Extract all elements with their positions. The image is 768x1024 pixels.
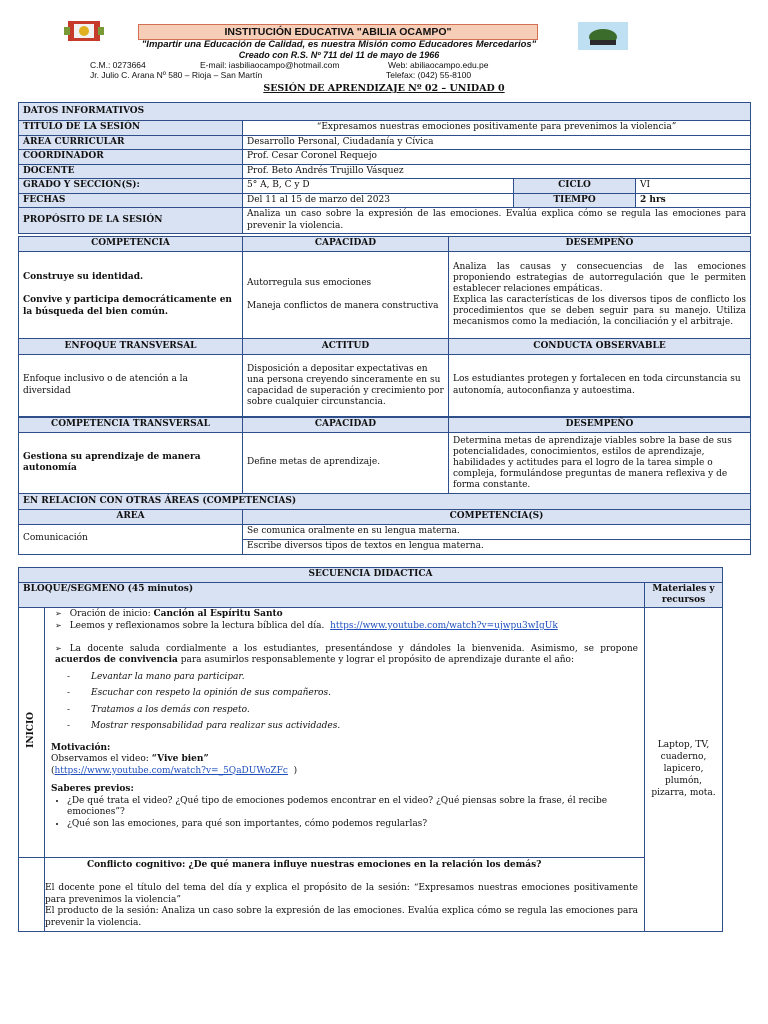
competencias-table — [18, 236, 751, 340]
list-item: • ¿De qué trata el video? ¿Qué tipo de emociones podemos encontrar en el video? ¿Qué piensas sobre la frase, él recibe emociones”? — [67, 796, 638, 819]
preguntas-list — [51, 796, 638, 831]
area-name: Comunicación — [19, 524, 243, 554]
inicio-list — [51, 608, 638, 633]
competencia-item: Escribe diversos tipos de textos en lengua materna. — [243, 539, 751, 554]
list-item: - Tratamos a los demás con respeto. — [73, 705, 638, 717]
field-label: FECHAS — [19, 193, 243, 208]
docente-text: El docente pone el título del tema del día y explica el propósito de la sesión: “Expresamos nuestras emociones positivamente para prevenimos la violencia” — [45, 883, 638, 905]
field-label: DOCENTE — [19, 164, 243, 179]
competencia-2: Convive y participa democráticamente en la búsqueda del bien común. — [23, 295, 232, 317]
acuerdos-list — [51, 672, 638, 733]
field-label: TIEMPO — [514, 193, 636, 208]
field-label: COORDINADOR — [19, 150, 243, 165]
desempeno-1: Analiza las causas y consecuencias de las emociones proponiendo estrategias de autorregulación que le permiten establecer relaciones empáticas. — [453, 262, 746, 294]
video-line: Observamos el video: “Vive bien” — [51, 754, 209, 764]
conflicto-cognitivo: Conflicto cognitivo: ¿De qué manera influye nuestras emociones en la relación los demás? — [87, 859, 542, 870]
column-header: CAPACIDAD — [243, 418, 449, 433]
empty-cell — [19, 857, 45, 932]
materiales-value: Laptop, TV, cuaderno, lapicero, plumón, pizarra, mota. — [645, 607, 723, 932]
motivacion-heading: Motivación: — [51, 742, 111, 753]
field-label: TITULO DE LA SESIÓN — [19, 121, 243, 136]
list-item: ➢ Oración de inicio: Canción al Espíritu Santo — [55, 608, 638, 621]
video-link-line: (https://www.youtube.com/watch?v=_5QaDUWoZFc ) — [51, 765, 298, 776]
coordinator-value: Prof. Cesar Coronel Requejo — [243, 150, 751, 165]
dates-value: Del 11 al 15 de marzo del 2023 — [243, 193, 514, 208]
enfoque-value: Enfoque inclusivo o de atención a la diversidad — [19, 355, 243, 417]
list-item: ➢ Leemos y reflexionamos sobre la lectura bíblica del día. https://www.youtube.com/watch?v=ujwpu3wIgUk — [55, 620, 638, 633]
column-header: COMPETENCIA(S) — [243, 510, 751, 525]
prayer-title: Canción al Espíritu Santo — [153, 608, 283, 619]
institution-name: INSTITUCIÓN EDUCATIVA "ABILIA OCAMPO" — [138, 24, 538, 40]
session-title-value: “Expresamos nuestras emociones positivamente para prevenimos la violencia” — [243, 121, 751, 136]
list-item: ➢ La docente saluda cordialmente a los estudiantes, presentándose y dándoles la bienvenida. Asimismo, se propone acuerdos de convivencia para asumirlos responsablemente y lograr el propósito de aprendizaje durante el año: — [55, 643, 638, 667]
creation-resolution: Creado con R.S. Nº 711 del 11 de mayo de 1966 — [238, 50, 440, 60]
email: E-mail: iasbiliaocampo@hotmail.com — [200, 60, 340, 70]
secuencia-table — [18, 567, 723, 932]
cycle-value: VI — [636, 179, 751, 194]
column-header: COMPETENCIA — [19, 237, 243, 252]
page-title: SESIÓN DE APRENDIZAJE Nº 02 – UNIDAD 0 — [263, 83, 505, 94]
list-item: • ¿Qué son las emociones, para qué son importantes, cómo podemos regularlas? — [67, 819, 638, 831]
bloque-header: BLOQUE/SEGMENO (45 minutos) — [19, 582, 645, 607]
actitud-value: Disposición a depositar expectativas en una persona creyendo sinceramente en su capacidad de superación y crecimiento por sobre cualquier circunstancia. — [243, 355, 449, 417]
bible-reading-link[interactable]: https://www.youtube.com/watch?v=ujwpu3wIgUk — [330, 621, 558, 631]
purpose-value: Analiza un caso sobre la expresión de las emociones. Evalúa explica cómo se regula las emociones para prevenir la violencia. — [243, 208, 751, 234]
school-logo-icon — [578, 22, 628, 50]
transversal-table — [18, 417, 751, 495]
conducta-value: Los estudiantes protegen y fortalecen en toda circunstancia su autonomía, autoconfianza y autoestima. — [449, 355, 751, 417]
transversal-desempeno: Determina metas de aprendizaje viables sobre la base de sus potencialidades, conocimientos, estilos de aprendizaje, habilidades y actitudes para el logro de la tarea simple o compleja, formulándose preguntas de manera reflexiva y de forma constante. — [449, 432, 751, 494]
column-header: DESEMPEÑO — [449, 418, 751, 433]
section-heading: EN RELACION CON OTRAS ÁREAS (COMPETENCIAS) — [19, 494, 751, 510]
desarrollo-content — [45, 857, 645, 932]
competencia-cell — [19, 251, 243, 339]
school-crest-icon — [64, 18, 104, 44]
column-header: ACTITUD — [243, 339, 449, 355]
section-heading: SECUENCIA DIDACTICA — [19, 568, 723, 583]
address: Jr. Julio C. Arana Nº 580 – Rioja – San Martín — [90, 70, 263, 80]
capacidad-cell — [243, 251, 449, 339]
column-header: CONDUCTA OBSERVABLE — [449, 339, 751, 355]
saberes-heading: Saberes previos: — [51, 784, 134, 794]
field-label: CICLO — [514, 179, 636, 194]
section-heading: DATOS INFORMATIVOS — [19, 103, 751, 121]
list-item: - Mostrar responsabilidad para realizar sus actividades. — [73, 721, 638, 733]
enfoque-table — [18, 338, 751, 417]
competencia-1: Construye su identidad. — [23, 271, 144, 282]
otras-areas-table — [18, 493, 751, 555]
motto: "Impartir una Educación de Calidad, es nuestra Misión como Educadores Mercedarios" — [141, 39, 537, 50]
time-value: 2 hrs — [636, 193, 751, 208]
producto-text: El producto de la sesión: Analiza un caso sobre la expresión de las emociones. Evalúa explica cómo se regula las emociones para prevenir la violencia. — [45, 906, 638, 928]
teacher-value: Prof. Beto Andrés Trujillo Vásquez — [243, 164, 751, 179]
inicio-content — [45, 607, 645, 857]
capacidad-1: Autorregula sus emociones — [247, 277, 372, 288]
area-value: Desarrollo Personal, Ciudadanía y Cívica — [243, 135, 751, 150]
column-header: DESEMPEÑO — [449, 237, 751, 252]
column-header: COMPETENCIA TRANSVERSAL — [19, 418, 243, 433]
competencia-item: Se comunica oralmente en su lengua materna. — [243, 524, 751, 539]
cm-code: C.M.: 0273664 — [90, 60, 146, 70]
field-label: GRADO Y SECCION(S): — [19, 179, 243, 194]
capacidad-2: Maneja conflictos de manera constructiva — [247, 301, 439, 311]
field-label: ÁREA CURRICULAR — [19, 135, 243, 150]
column-header: CAPACIDAD — [243, 237, 449, 252]
transversal-competencia: Gestiona su aprendizaje de manera autonomía — [19, 432, 243, 494]
letterhead — [0, 0, 768, 82]
column-header: AREA — [19, 510, 243, 525]
website: Web: abiliaocampo.edu.pe — [388, 60, 489, 70]
list-item: - Levantar la mano para participar. — [73, 672, 638, 684]
datos-informativos-table — [18, 102, 751, 234]
list-item: - Escuchar con respeto la opinión de sus compañeros. — [73, 688, 638, 700]
materiales-header: Materiales y recursos — [645, 582, 723, 607]
desempeno-2: Explica las características de los diversos tipos de conflicto los procedimientos que se deben seguir para su manejo. Utiliza mecanismos como la mediación, la conciliación y el arbitraje. — [453, 295, 746, 327]
saludo-list — [51, 643, 638, 667]
column-header: ENFOQUE TRANSVERSAL — [19, 339, 243, 355]
transversal-capacidad: Define metas de aprendizaje. — [243, 432, 449, 494]
inicio-label-cell — [19, 607, 45, 857]
phone: Telefax: (042) 55-8100 — [386, 70, 472, 80]
grade-value: 5° A, B, C y D — [243, 179, 514, 194]
inicio-label: INICIO — [25, 711, 36, 748]
field-label: PROPÓSITO DE LA SESIÓN — [19, 208, 243, 234]
desempeno-cell — [449, 251, 751, 339]
video-link[interactable]: https://www.youtube.com/watch?v=_5QaDUWoZFc — [54, 765, 288, 776]
